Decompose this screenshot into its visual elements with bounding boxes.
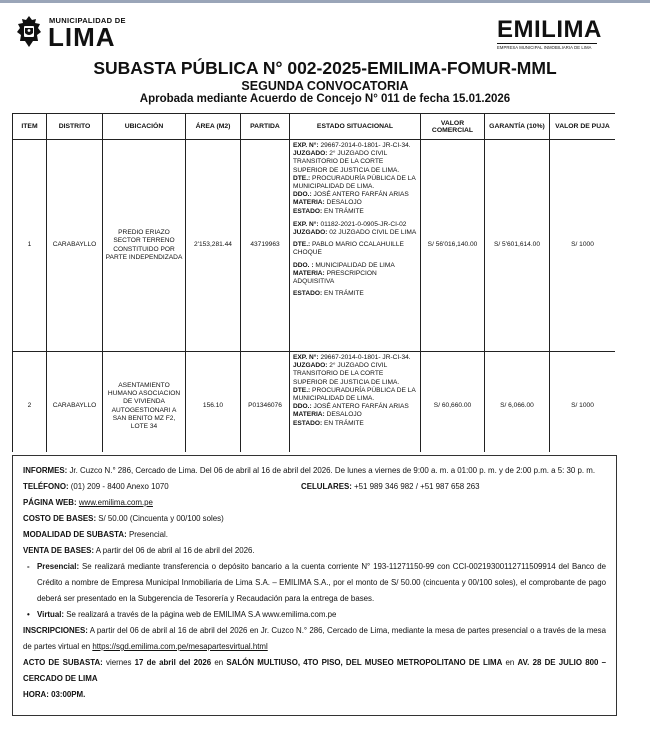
lima-wordmark: LIMA bbox=[48, 22, 116, 52]
estado-line: DDO.: JOSÉ ANTERO FARFÁN ARIAS bbox=[293, 191, 409, 199]
cell-estado bbox=[290, 352, 421, 453]
estado-line: DDO. : MUNICIPALIDAD DE LIMA bbox=[293, 261, 395, 269]
informes-line: INFORMES: Jr. Cuzco N.° 286, Cercado de Lima. Del 06 de abril al 16 de abril del 2026. De lunes a viernes de 9:00 a. m. a 01:00 p. m. y de 2:00 p.m. a 5: 30 p. m. bbox=[23, 466, 596, 475]
estado-line: DTE.: PROCURADURÍA PÚBLICA DE LA MUNICIPALIDAD DE LIMA. bbox=[293, 174, 416, 191]
estado-line: JUZGADO: 2° JUZGADO CIVIL TRANSITORIO DE LA CORTE SUPERIOR DE JUSTICIA DE LIMA. bbox=[293, 150, 400, 174]
emilima-logo bbox=[497, 16, 602, 52]
acto-line: ACTO DE SUBASTA: viernes 17 de abril del 2026 en SALÓN MULTIUSO, 4TO PISO, DEL MUSEO METROPOLITANO DE LIMA en AV. 28 DE JULIO 800 – CERCADO DE LIMA bbox=[23, 658, 606, 683]
estado-line: ESTADO: EN TRÁMITE bbox=[293, 207, 364, 215]
header-garantia: GARANTÍA (10%) bbox=[485, 114, 550, 140]
cell-area: 156.10 bbox=[186, 352, 241, 453]
estado-case-1 bbox=[293, 142, 417, 216]
cell-estado bbox=[290, 140, 421, 352]
emilima-tagline: EMPRESA MUNICIPAL INMOBILIARIA DE LIMA bbox=[497, 43, 597, 50]
header-ubicacion: UBICACIÓN bbox=[103, 114, 186, 140]
estado-line: ESTADO: EN TRÁMITE bbox=[293, 290, 364, 298]
cell-distrito: CARABAYLLO bbox=[47, 352, 103, 453]
estado-line: DTE.: PABLO MARIO CCALAHUILLE CHOQUE bbox=[293, 241, 404, 257]
municipalidad-lima-logo bbox=[14, 12, 134, 54]
table-row bbox=[13, 352, 616, 453]
properties-table-wrapper bbox=[12, 113, 615, 452]
costo-line: COSTO DE BASES: S/ 50.00 (Cincuenta y 00/100 soles) bbox=[23, 514, 224, 523]
lima-crest-icon bbox=[14, 14, 44, 50]
estado-line: EXP. N°: 29667-2014-0-1801- JR-CI-34. bbox=[293, 142, 411, 149]
cell-partida: P01346076 bbox=[241, 352, 290, 453]
page-subtitle: SEGUNDA CONVOCATORIA bbox=[241, 79, 409, 93]
estado-line: DTE.: PROCURADURÍA PÚBLICA DE LA MUNICIPALIDAD DE LIMA. bbox=[293, 386, 416, 403]
inscripciones-line: INSCRIPCIONES: A partir del 06 de abril al 16 de abril del 2026 en Jr. Cuzco N.° 286, Cercado de Lima, mediante la mesa de partes presencial o a través de la mesa de partes virtual en https://sgd.emilima.com.pe/mesapartesvirtual.html bbox=[23, 626, 606, 651]
municipalidad-de-text: MUNICIPALIDAD DE bbox=[49, 16, 126, 25]
cell-ubicacion: ASENTAMIENTO HUMANO ASOCIACION DE VIVIENDA AUTOGESTIONARI A SAN BENITO MZ F2, LOTE 34 bbox=[103, 352, 186, 453]
virtual-bullet: • Virtual: Se realizará a través de la página web de EMILIMA S.A www.emilima.com.pe bbox=[23, 607, 606, 623]
mesa-partes-link[interactable]: https://sgd.emilima.com.pe/mesapartesvirtual.html bbox=[92, 642, 268, 651]
celulares-line: CELULARES: +51 989 346 982 / +51 987 658 263 bbox=[301, 482, 480, 491]
estado-case-2 bbox=[293, 221, 417, 299]
info-box bbox=[12, 455, 617, 716]
cell-garantia: S/ 6,066.00 bbox=[485, 352, 550, 453]
web-line: PÁGINA WEB: www.emilima.com.pe bbox=[23, 498, 153, 507]
cell-item: 2 bbox=[13, 352, 47, 453]
estado-line: EXP. N°: 29667-2014-0-1801- JR-CI-34. bbox=[293, 354, 411, 361]
approval-note: Aprobada mediante Acuerdo de Concejo N° 011 de fecha 15.01.2026 bbox=[139, 93, 511, 105]
emilima-wordmark: EMILIMA bbox=[497, 16, 602, 43]
header-puja: VALOR DE PUJA bbox=[550, 114, 616, 140]
cell-ubicacion: PREDIO ERIAZO SECTOR TERRENO CONSTITUIDO POR PARTE INDEPENDIZADA bbox=[103, 140, 186, 352]
hora-line: HORA: 03:00PM. bbox=[23, 690, 86, 699]
header-valor: VALOR COMERCIAL bbox=[421, 114, 485, 140]
table-header-row bbox=[13, 114, 616, 140]
properties-table bbox=[12, 113, 615, 452]
page-title: SUBASTA PÚBLICA N° 002-2025-EMILIMA-FOMUR-MML bbox=[93, 58, 557, 78]
estado-line: ESTADO: EN TRÁMITE bbox=[293, 419, 364, 427]
modalidad-line: MODALIDAD DE SUBASTA: Presencial. bbox=[23, 530, 168, 539]
cell-distrito: CARABAYLLO bbox=[47, 140, 103, 352]
presencial-bullet: - Presencial: Se realizará mediante transferencia o depósito bancario a la cuenta corriente N° 193-11271150-99 con CCI-00219300112711509914 del Banco de Crédito a nombre de Empresa Municipal Inmobiliaria de Lima S.A. – EMILIMA S.A., por el monto de S/ 50.00 (cincuenta y 00/100 soles), el comprobante de pago deberá ser presentado en la Subgerencia de Tesorería y Recaudación para la entrega de bases. bbox=[23, 559, 606, 607]
estado-line: EXP. N°: 01182-2021-0-0905-JR-CI-02 bbox=[293, 220, 407, 228]
header-area: ÁREA (M2) bbox=[186, 114, 241, 140]
telefono-line: TELÉFONO: (01) 209 - 8400 Anexo 1070 bbox=[23, 482, 169, 491]
cell-item: 1 bbox=[13, 140, 47, 352]
cell-valor: S/ 56'016,140.00 bbox=[421, 140, 485, 352]
website-link[interactable]: www.emilima.com.pe bbox=[78, 498, 153, 507]
bullet-dot-icon: • bbox=[27, 610, 30, 619]
cell-puja: S/ 1000 bbox=[550, 352, 616, 453]
venta-line: VENTA DE BASES: A partir del 06 de abril al 16 de abril del 2026. bbox=[23, 546, 255, 555]
cell-puja: S/ 1000 bbox=[550, 140, 616, 352]
estado-line: JUZGADO: 02 JUZGADO CIVIL DE LIMA bbox=[293, 229, 417, 237]
estado-line: JUZGADO: 2° JUZGADO CIVIL TRANSITORIO DE LA CORTE SUPERIOR DE JUSTICIA DE LIMA. bbox=[293, 362, 400, 386]
bullet-dash-icon: - bbox=[27, 562, 30, 571]
estado-line: MATERIA: DESALOJO bbox=[293, 411, 362, 419]
estado-line: MATERIA: DESALOJO bbox=[293, 199, 362, 207]
estado-line: MATERIA: PRESCRIPCION ADQUISITIVA bbox=[293, 269, 377, 286]
header-estado: ESTADO SITUACIONAL bbox=[290, 114, 421, 140]
cell-valor: S/ 60,660.00 bbox=[421, 352, 485, 453]
cell-area: 2'153,281.44 bbox=[186, 140, 241, 352]
header-distrito: DISTRITO bbox=[47, 114, 103, 140]
header-partida: PARTIDA bbox=[241, 114, 290, 140]
contact-row bbox=[23, 479, 606, 495]
estado-line: DDO.: JOSÉ ANTERO FARFÁN ARIAS bbox=[293, 403, 409, 411]
header-item: ITEM bbox=[13, 114, 47, 140]
cell-garantia: S/ 5'601,614.00 bbox=[485, 140, 550, 352]
table-row bbox=[13, 140, 616, 352]
top-rule bbox=[0, 0, 650, 3]
cell-partida: 43719963 bbox=[241, 140, 290, 352]
